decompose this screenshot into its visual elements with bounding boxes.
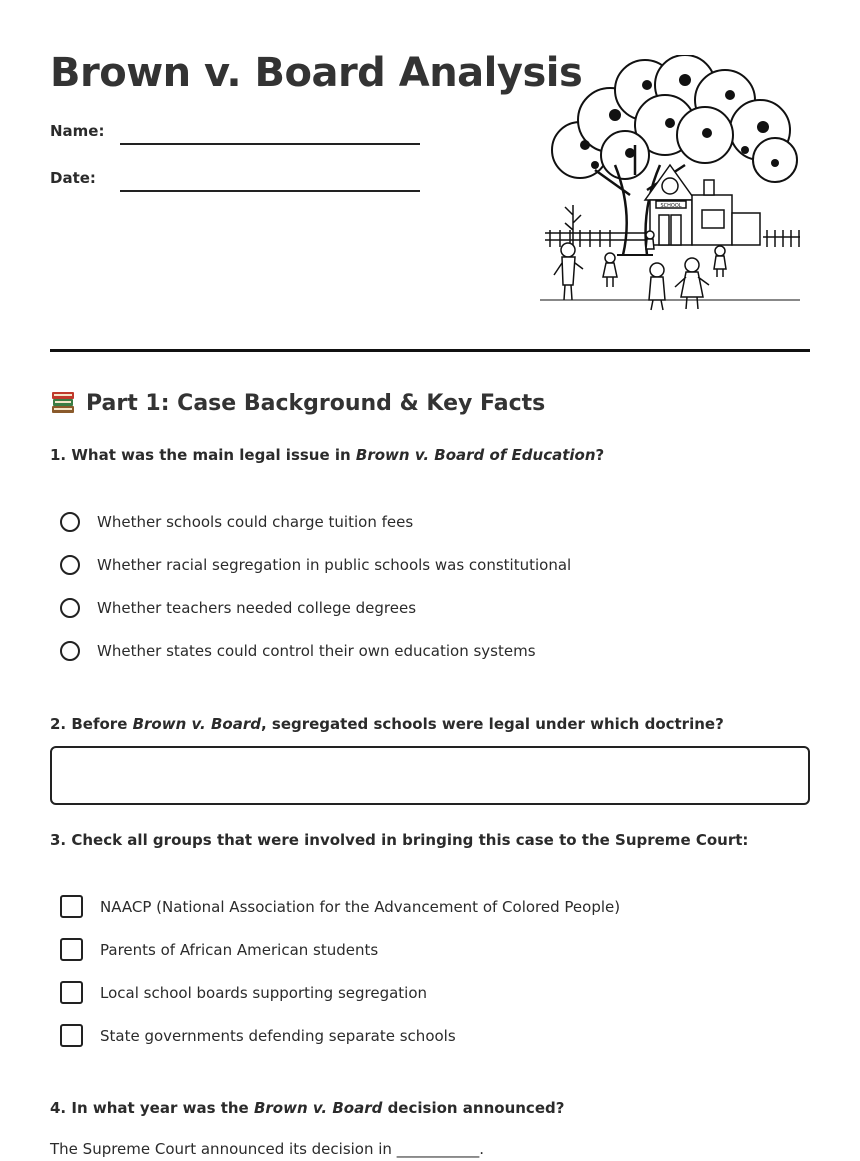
question-1-prefix: 1. What was the main legal issue in (50, 446, 356, 464)
question-2-case-name: Brown v. Board (132, 715, 261, 733)
option-label: Whether states could control their own education systems (97, 642, 536, 660)
q1-option-1[interactable] (60, 512, 413, 532)
question-3: 3. Check all groups that were involved in bringing this case to the Supreme Court: (50, 831, 749, 849)
year-fill-in-sentence[interactable]: The Supreme Court announced its decision in ___________. (50, 1140, 484, 1158)
option-label: Whether teachers needed college degrees (97, 599, 417, 617)
checkbox[interactable] (60, 938, 83, 961)
date-label: Date: (50, 169, 96, 187)
option-label: NAACP (National Association for the Advancement of Colored People) (100, 897, 621, 916)
radio-button[interactable] (60, 641, 80, 661)
option-label: Local school boards supporting segregation (100, 983, 428, 1002)
question-1-suffix: ? (595, 446, 605, 464)
question-2-suffix: , segregated schools were legal under which doctrine? (260, 715, 724, 733)
schoolhouse-tree-illustration (535, 55, 805, 315)
question-4-suffix: decision announced? (382, 1099, 565, 1117)
doctrine-answer-input[interactable] (50, 746, 810, 805)
date-field-line[interactable] (120, 190, 420, 192)
q3-option-4[interactable] (60, 1024, 456, 1047)
question-4 (50, 1099, 564, 1117)
checkbox[interactable] (60, 981, 83, 1004)
radio-button[interactable] (60, 512, 80, 532)
question-4-prefix: 4. In what year was the (50, 1099, 254, 1117)
option-label: Whether schools could charge tuition fees (97, 513, 414, 531)
name-label: Name: (50, 122, 105, 140)
option-label: Parents of African American students (100, 940, 379, 959)
question-2-prefix: 2. Before (50, 715, 133, 733)
option-label: State governments defending separate schools (100, 1026, 456, 1045)
option-label: Whether racial segregation in public schools was constitutional (97, 556, 572, 574)
name-field-line[interactable] (120, 143, 420, 145)
question-1 (50, 446, 604, 464)
checkbox[interactable] (60, 1024, 83, 1047)
q1-option-4[interactable] (60, 641, 536, 661)
q3-option-2[interactable] (60, 938, 378, 961)
q3-option-3[interactable] (60, 981, 427, 1004)
q1-option-3[interactable] (60, 598, 416, 618)
part1-heading-text: Part 1: Case Background & Key Facts (86, 390, 546, 416)
section-divider (50, 349, 810, 352)
books-icon (50, 390, 76, 416)
tree-canopy (552, 55, 797, 182)
question-2 (50, 715, 724, 733)
part1-heading (50, 390, 545, 416)
question-4-case-name: Brown v. Board (253, 1099, 383, 1117)
radio-button[interactable] (60, 555, 80, 575)
checkbox[interactable] (60, 895, 83, 918)
question-1-case-name: Brown v. Board of Education (355, 446, 596, 464)
radio-button[interactable] (60, 598, 80, 618)
page-title: Brown v. Board Analysis (50, 50, 583, 96)
q3-option-1[interactable] (60, 895, 620, 918)
q1-option-2[interactable] (60, 555, 571, 575)
school-sign: SCHOOL (660, 203, 682, 209)
